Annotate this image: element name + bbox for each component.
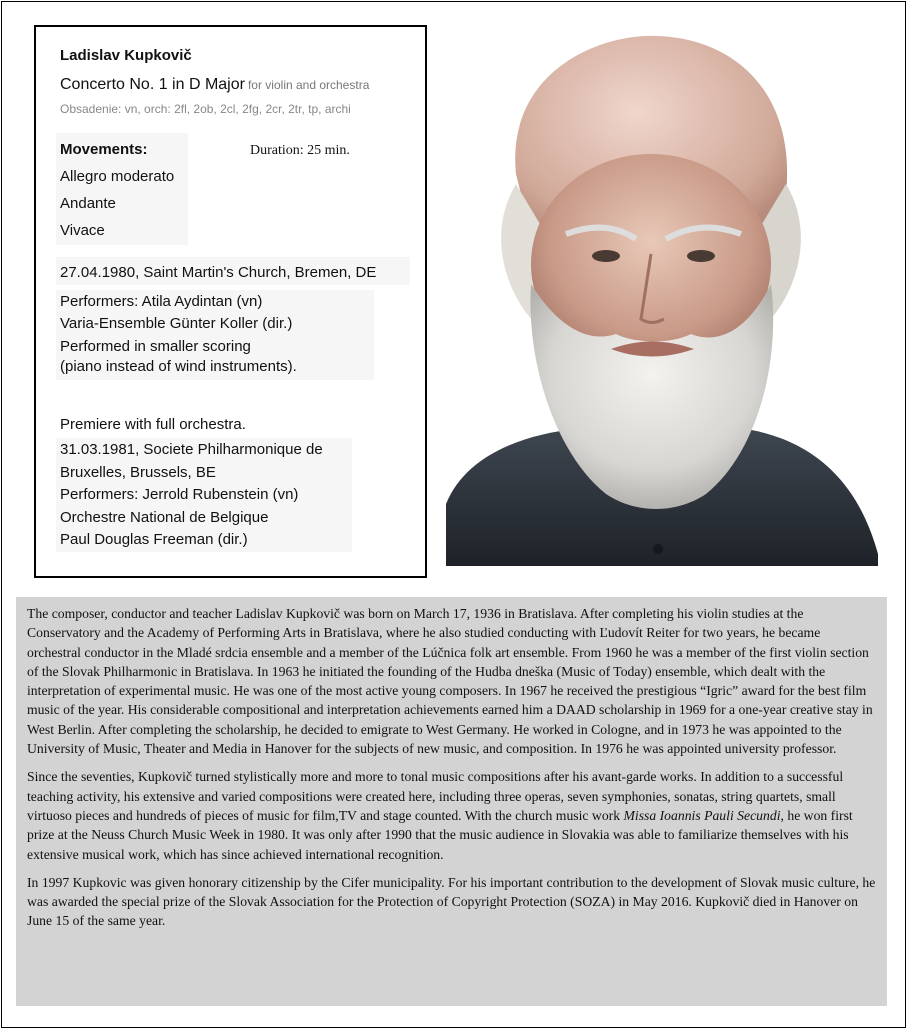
premiere-performers-3: Paul Douglas Freeman (dir.) [60,531,248,548]
first-performers-1: Performers: Atila Aydintan (vn) [60,293,263,310]
first-performance-date-place: 27.04.1980, Saint Martin's Church, Bremen, DE [60,264,377,281]
premiere-date-place-1: 31.03.1981, Societe Philharmonique de [60,441,323,458]
movements-heading: Movements: [60,141,148,158]
work-title-line [60,76,369,94]
movement-3: Vivace [60,222,105,239]
work-subtitle: for violin and orchestra [247,78,370,92]
bio-paragraph-1: The composer, conductor and teacher Ladislav Kupkovič was born on March 17, 1936 in Bratislava. After completing his violin studies at the Conservatory and the Academy of Performing Arts in Bratislava, where he also studied conducting with Ľudovít Reiter for two years, he became orchestral conductor in the Mladé srdcia ensemble and a member of the Lúčnica folk art ensemble. From 1960 he was a member of the first violin section of the Slovak Philharmonic in Bratislava. In 1963 he initiated the founding of the Hudba dneška (Music of Today) ensemble, which dealt with the interpretation of experimental music. He was one of the most active young composers. In 1967 he received the prestigious “Igric” award for the best film music of the year. His considerable compositional and interpretation achievements earned him a DAAD scholarship in 1969 for a one-year creative stay in West Berlin. After completing the scholarship, he decided to emigrate to West Germany. He worked in Cologne, and in 1973 he was appointed to the University of Music, Theater and Media in Hanover for the subjects of new music, and composition. In 1976 he was appointed university professor. [27,606,873,757]
premiere-performers-2: Orchestre National de Belgique [60,509,269,526]
movement-1: Allegro moderato [60,168,175,185]
composer-portrait-photo [446,34,878,566]
work-info-card [34,25,427,578]
bio-work-title-italic: Missa Ioannis Pauli Secundi [623,807,781,823]
composer-name: Ladislav Kupkovič [60,47,192,64]
work-title: Concerto No. 1 in D Major [60,76,245,93]
biography [16,597,887,1006]
movements-box [56,133,188,245]
bio-paragraph-2 [27,767,877,863]
bio-paragraph-2-end: , he won first prize at the Neuss Church Music Week in 1980. It was only after 1990 that the music audience in Slovakia was able to familiarize themselves with his extensive musical work, which has since achieved international recognition. [27,807,853,862]
first-performance-note-2: (piano instead of wind instruments). [60,358,297,375]
bio-paragraph-2-start: Since the seventies, Kupkovič turned stylistically more and more to tonal music compositions after his avant-garde works. In addition to a successful teaching activity, his extensive and varied compositions were created here, including three operas, seven symphonies, sonatas, string quartets, small virtuoso pieces and hundreds of pieces of music for film,TV and stage counted. With the church music work [27,769,844,823]
premiere-heading: Premiere with full orchestra. [60,416,246,433]
scoring: Obsadenie: vn, orch: 2fl, 2ob, 2cl, 2fg, 2cr, 2tr, tp, archi [60,102,351,116]
first-performance-note-1: Performed in smaller scoring [60,338,251,355]
bio-paragraph-3: In 1997 Kupkovic was given honorary citizenship by the Cifer municipality. For his important contribution to the development of Slovak music culture, he was awarded the special prize of the Slovak Association for the Protection of Copyright Protection (SOZA) in May 2016. Kupkovič died in Hanover on June 15 of the same year. [27,874,876,929]
premiere-performers-1: Performers: Jerrold Rubenstein (vn) [60,486,299,503]
movement-2: Andante [60,195,116,212]
first-performers-2: Varia-Ensemble Günter Koller (dir.) [60,315,293,332]
duration: Duration: 25 min. [250,143,350,158]
premiere-date-place-2: Bruxelles, Brussels, BE [60,464,216,481]
